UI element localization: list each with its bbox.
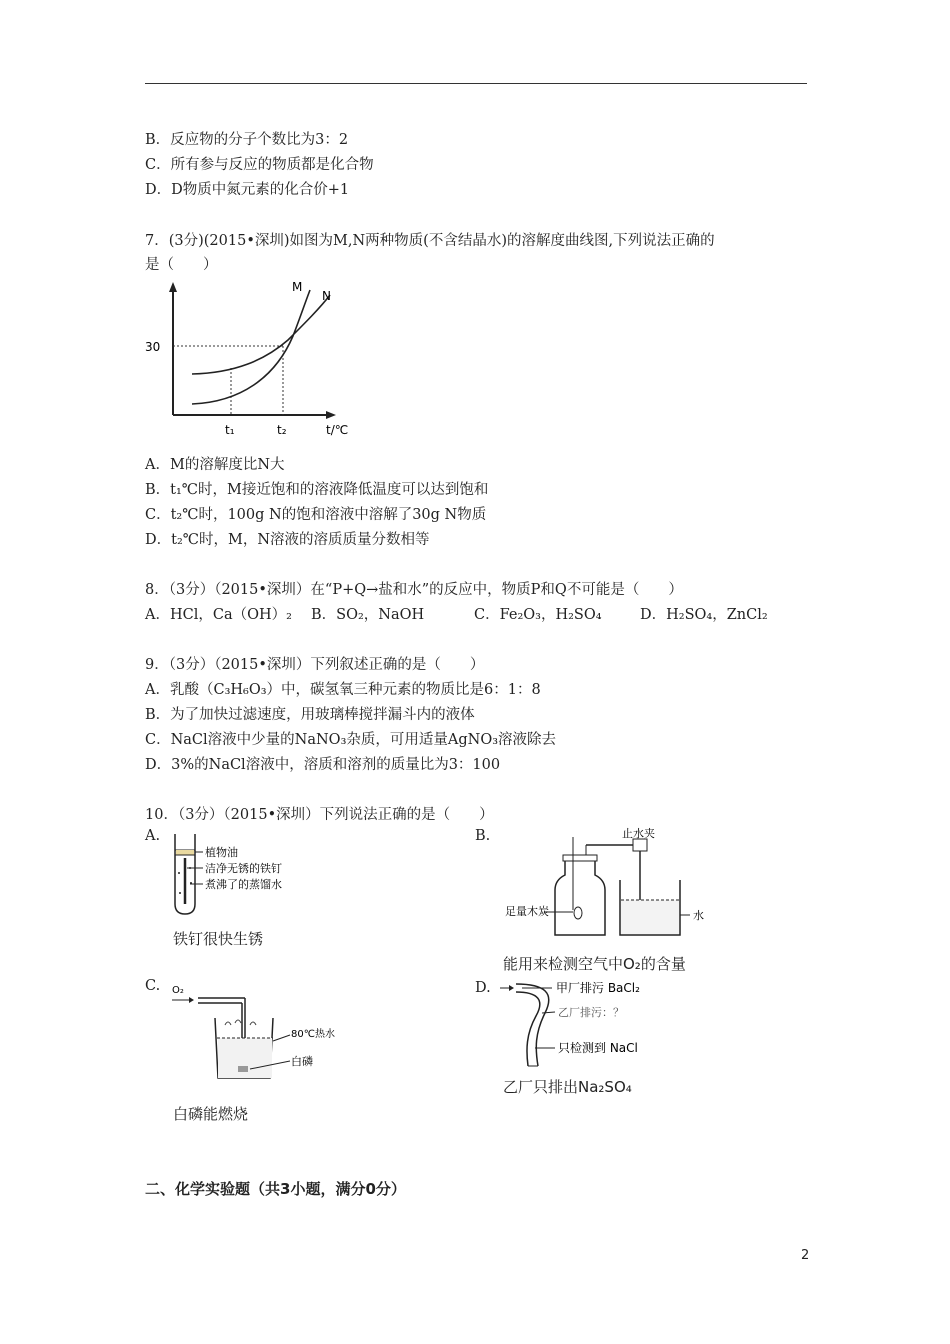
q9-option-a: A．乳酸（C₃H₆O₃）中，碳氢氧三种元素的物质比是6：1：8	[145, 682, 541, 698]
q7-option-c: C．t₂℃时，100g N的饱和溶液中溶解了30g N物质	[145, 507, 487, 523]
q8-option-b: B．SO₂，NaOH	[311, 607, 425, 623]
label-water: 水	[693, 909, 704, 922]
label-hot-water: 80℃热水	[291, 1029, 335, 1040]
x-axis-label: t/℃	[326, 423, 349, 437]
prev-option-d: D．D物质中氮元素的化合价+1	[145, 182, 350, 198]
q10-option-b-caption: 能用来检测空气中O₂的含量	[503, 955, 686, 973]
q10-option-c-caption: 白磷能燃烧	[173, 1105, 249, 1123]
label-charcoal: 足量木炭	[505, 905, 549, 918]
q8-stem: 8．（3分）（2015•深圳）在“P+Q→盐和水”的反应中，物质P和Q不可能是（ ）	[145, 582, 683, 598]
prev-option-b: B．反应物的分子个数比为3：2	[145, 132, 349, 148]
label-phosphorus: 白磷	[291, 1055, 313, 1068]
section-2-title: 二、化学实验题（共3小题，满分0分）	[145, 1180, 406, 1198]
figure-river-pollution	[500, 978, 700, 1073]
q7-option-b: B．t₁℃时，M接近饱和的溶液降低温度可以达到饱和	[145, 482, 489, 498]
q10-option-d-letter: D.	[475, 980, 491, 996]
q10-option-c-letter: C.	[145, 978, 161, 994]
q9-option-c: C．NaCl溶液中少量的NaNO₃杂质，可用适量AgNO₃溶液除去	[145, 732, 557, 748]
curve-n-label: N	[322, 289, 331, 303]
header-rule	[145, 83, 807, 84]
label-nail: 洁净无锈的铁钉	[205, 862, 282, 875]
label-oil: 植物油	[205, 846, 238, 859]
q10-option-d-caption: 乙厂只排出Na₂SO₄	[503, 1078, 632, 1096]
curve-n	[192, 295, 330, 374]
q10-stem: 10．（3分）（2015•深圳）下列说法正确的是（ ）	[145, 807, 494, 823]
q10-option-a-letter: A.	[145, 828, 161, 844]
figure-test-tube-nail	[165, 828, 340, 918]
label-o2: O₂	[172, 985, 184, 996]
q9-option-b: B．为了加快过滤速度，用玻璃棒搅拌漏斗内的液体	[145, 707, 475, 723]
q8-option-d: D．H₂SO₄，ZnCl₂	[640, 607, 768, 623]
label-clamp: 止水夹	[622, 827, 655, 840]
figure-oxygen-test-apparatus	[500, 827, 730, 945]
q9-stem: 9．（3分）（2015•深圳）下列叙述正确的是（ ）	[145, 657, 485, 673]
q8-option-a: A．HCl，Ca（OH）₂	[145, 607, 292, 623]
q7-stem-line1: 7．(3分)(2015•深圳)如图为M,N两种物质(不含结晶水)的溶解度曲线图,下列说法正确的	[145, 233, 715, 249]
label-detected: 只检测到 NaCl	[558, 1041, 638, 1055]
solubility-graph	[140, 278, 355, 448]
q7-option-d: D．t₂℃时，M，N溶液的溶质质量分数相等	[145, 532, 430, 548]
q10-option-b-letter: B.	[475, 828, 491, 844]
curve-m-label: M	[292, 280, 303, 294]
q8-option-c: C．Fe₂O₃，H₂SO₄	[474, 607, 602, 623]
page-number: 2	[801, 1248, 810, 1263]
prev-option-c: C．所有参与反应的物质都是化合物	[145, 157, 374, 173]
curve-m	[192, 290, 310, 404]
label-plant-b: 乙厂排污：？	[558, 1006, 624, 1019]
label-boiled-water: 煮沸了的蒸馏水	[205, 878, 282, 891]
figure-white-phosphorus	[170, 983, 345, 1083]
q9-option-d: D．3%的NaCl溶液中，溶质和溶剂的质量比为3：100	[145, 757, 501, 773]
q10-option-a-caption: 铁钉很快生锈	[173, 930, 264, 948]
q7-option-a: A．M的溶解度比N大	[145, 457, 285, 473]
x-tick-t2: t₂	[277, 423, 287, 437]
label-plant-a: 甲厂排污 BaCl₂	[556, 981, 640, 995]
y-tick-30: 30	[145, 340, 161, 354]
q7-stem-line2: 是（ ）	[145, 257, 218, 273]
x-tick-t1: t₁	[225, 423, 235, 437]
